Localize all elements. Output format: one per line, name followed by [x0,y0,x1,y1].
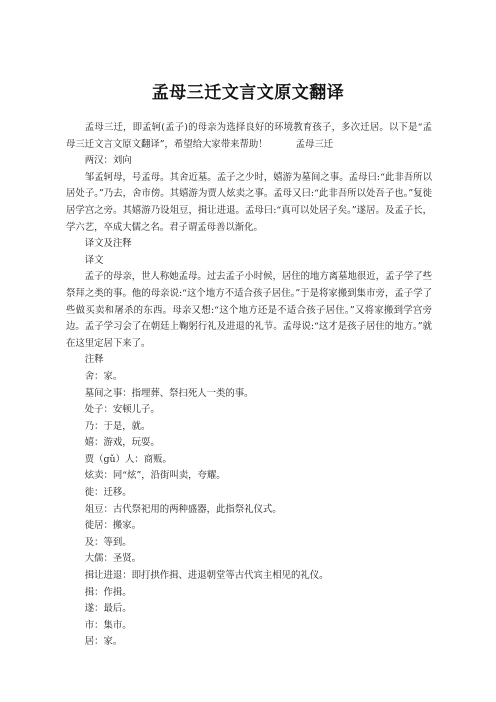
note-item: 舍：家。 [84,370,123,382]
notes-heading: 注释 [84,354,104,366]
note-item: 嬉：游戏，玩耍。 [84,437,160,449]
note-item: 居：家。 [84,636,123,648]
translation-text: 孟子的母亲，世人称她孟母。过去孟子小时候，居住的地方离墓地很近，孟子学了些祭拜之类的事。他的母亲说:“这个地方不适合孩子居住。”于是将家搬到集市旁，孟子学了些做买卖和屠杀的东西。母亲又想:“这个地方还是不适合孩子居住。”又将家搬到学宫旁边。孟子学习会了在朝廷上鞠躬行礼及进退的礼节。孟母说:“这才是孩子居住的地方。”就在这里定居下来了。 [66,271,432,349]
note-item: 揖让进退：即打拱作揖、进退朝堂等古代宾主相见的礼仪。 [84,570,329,582]
translation-heading: 译文 [84,254,104,266]
note-item: 乃：于是，就。 [84,420,151,432]
note-item: 贾（gǔ）人：商贩。 [84,453,172,465]
note-item: 徙：迁移。 [84,487,132,499]
author-line: 两汉：刘向 [84,155,132,167]
note-item: 炫卖：同“炫”，沿街叫卖，夸耀。 [84,470,226,482]
intro-text: 孟母三迁，即孟轲(孟子)的母亲为选择良好的环境教育孩子，多次迁居。以下是“孟母三迁文言文原文翻译”，希望给大家带来帮助！ [66,122,432,150]
note-item: 徙居：搬家。 [84,520,142,532]
section-heading: 译文及注释 [84,238,132,250]
note-item: 墓间之事：指埋葬、祭扫死人一类的事。 [84,387,254,399]
note-item: 揖：作揖。 [84,586,132,598]
note-item: 及：等到。 [84,536,132,548]
intro-tag: 孟母三迁 [295,138,334,150]
note-item: 市：集市。 [84,619,132,631]
note-item: 大儒：圣贤。 [84,553,142,565]
original-text: 邹孟轲母，号孟母。其舍近墓。孟子之少时，嬉游为墓间之事。孟母曰:“此非吾所以居处子。”乃去，舍市傍。其嬉游为贾人炫卖之事。孟母又曰:“此非吾所以处吾子也。”复徙居学宫之旁。其嬉游乃设俎豆，揖让进退。孟母曰:“真可以处居子矣。”遂居。及孟子长，学六艺，卒成大儒之名。君子谓孟母善以渐化。 [66,171,432,233]
note-item: 处子：安顿儿子。 [84,404,160,416]
document-body [66,120,432,651]
note-item: 遂：最后。 [84,603,132,615]
intro-paragraph [66,120,432,153]
document-title: 孟母三迁文言文原文翻译 [151,83,345,103]
note-item: 俎豆：古代祭祀用的两种盛器，此指祭礼仪式。 [84,503,282,515]
